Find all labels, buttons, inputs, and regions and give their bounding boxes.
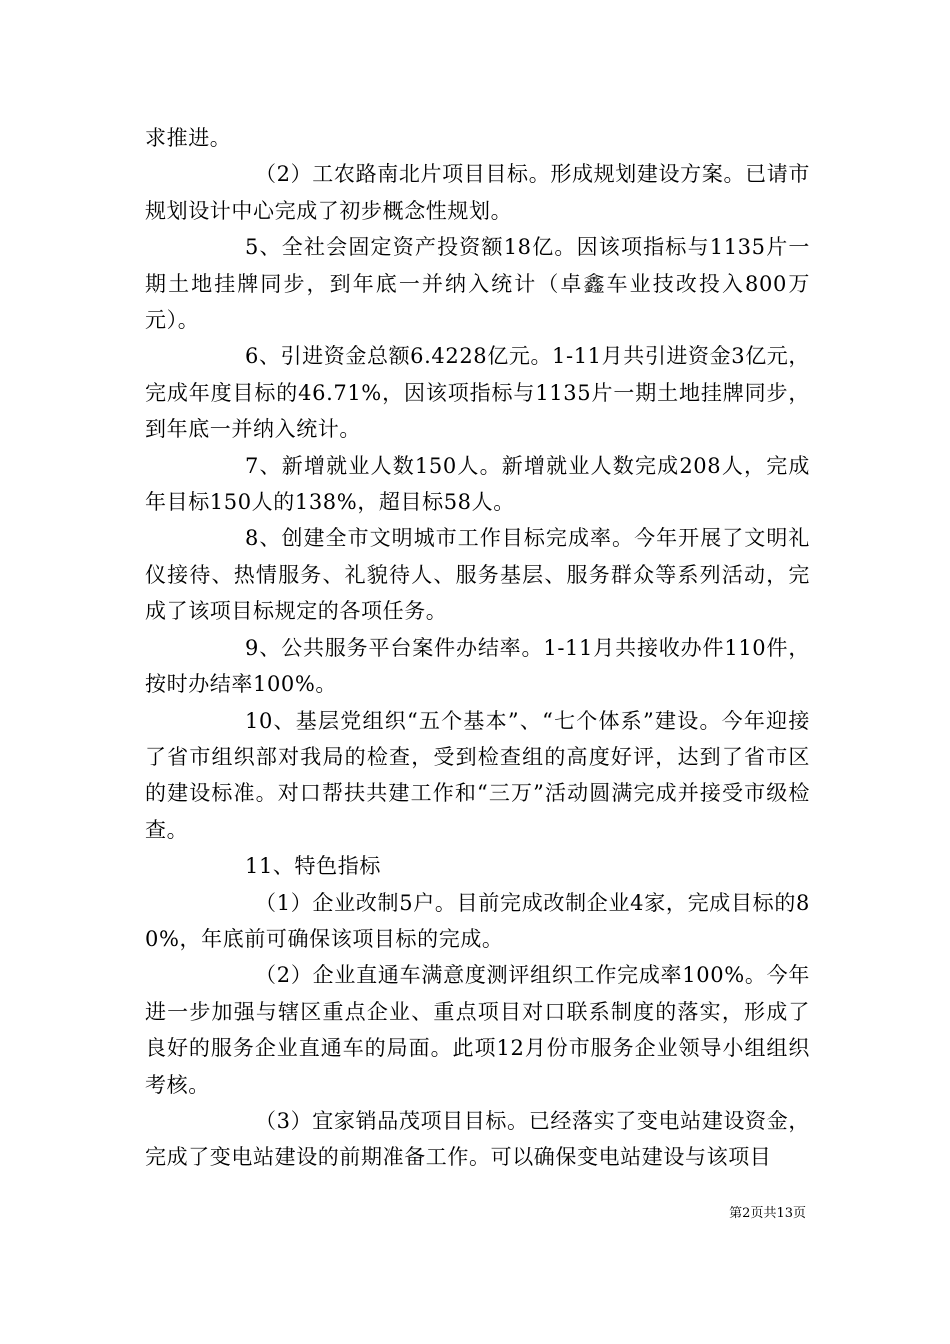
document-body: [145, 120, 810, 1176]
paragraph-item-2-2: （2）工农路南北片项目目标。形成规划建设方案。已请市规划设计中心完成了初步概念性规划。: [145, 162, 810, 223]
paragraph-item-11-1: （1）企业改制5户。目前完成改制企业4家，完成目标的80%，年底前可确保该项目标的完成。: [145, 890, 810, 951]
paragraph-item-7: 7、新增就业人数150人。新增就业人数完成208人，完成年目标150人的138%，超目标58人。: [145, 453, 810, 515]
paragraph-item-8: 8、创建全市文明城市工作目标完成率。今年开展了文明礼仪接待、热情服务、礼貌待人、服务基层、服务群众等系列活动，完成了该项目标规定的各项任务。: [145, 526, 810, 624]
paragraph-item-5: 5、全社会固定资产投资额18亿。因该项指标与1135片一期土地挂牌同步，到年底一并纳入统计（卓鑫车业技改投入800万元）。: [145, 235, 810, 333]
paragraph-continuation: 求推进。: [145, 126, 232, 150]
paragraph-item-11-heading: 11、特色指标: [245, 854, 381, 879]
paragraph-item-11-2: （2）企业直通车满意度测评组织工作完成率100%。今年进一步加强与辖区重点企业、重点项目对口联系制度的落实，形成了良好的服务企业直通车的局面。此项12月份市服务企业领导小组组织考核。: [145, 963, 810, 1097]
paragraph-item-9: 9、公共服务平台案件办结率。1-11月共接收办件110件，按时办结率100%。: [145, 635, 810, 697]
page-number-footer: 第2页共13页: [729, 1206, 806, 1221]
paragraph-item-6: 6、引进资金总额6.4228亿元。1-11月共引进资金3亿元，完成年度目标的46.71%，因该项指标与1135片一期土地挂牌同步，到年底一并纳入统计。: [145, 344, 810, 442]
paragraph-item-10: 10、基层党组织“五个基本”、“七个体系”建设。今年迎接了省市组织部对我局的检查，受到检查组的高度好评，达到了省市区的建设标准。对口帮扶共建工作和“三万”活动圆满完成并接受市级检查。: [145, 708, 810, 842]
paragraph-item-11-3: （3）宜家销品茂项目目标。已经落实了变电站建设资金，完成了变电站建设的前期准备工作。可以确保变电站建设与该项目: [145, 1108, 810, 1170]
